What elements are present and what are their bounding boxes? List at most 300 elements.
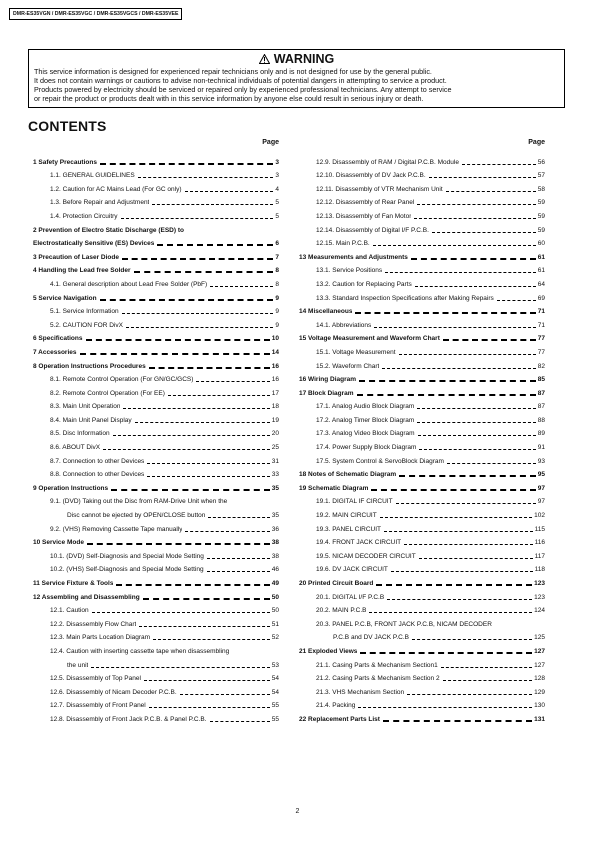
toc-entry-page: 61 — [537, 267, 545, 275]
toc-entry[interactable] — [33, 357, 279, 371]
dot-leader — [122, 313, 274, 314]
toc-entry-page: 38 — [271, 552, 279, 560]
toc-entry-title: 1.4. Protection Circuitry — [50, 212, 118, 220]
toc-entry-page: 4 — [275, 185, 279, 193]
dot-leader — [147, 476, 269, 477]
model-header: DMR-ES35VGN / DMR-ES35VGC / DMR-ES35VGCS / DMR-ES35VEE — [9, 8, 182, 20]
toc-entry-page: 3 — [275, 158, 279, 166]
toc-entry-title: 1 Safety Precautions — [33, 158, 97, 166]
toc-entry-title: 21.4. Packing — [316, 702, 356, 710]
toc-entry-page: 52 — [271, 634, 279, 642]
toc-entry-title: 22 Replacement Parts List — [299, 715, 380, 723]
toc-entry-page: 9 — [275, 308, 279, 316]
toc-entry[interactable] — [33, 316, 279, 330]
toc-entry[interactable] — [299, 371, 545, 385]
toc-entry-page: 59 — [537, 199, 545, 207]
toc-entry-title: 8.8. Connection to other Devices — [50, 471, 145, 479]
toc-entry-title: 4.1. General description about Lead Free Solder (PbF) — [50, 280, 208, 288]
dot-leader — [149, 707, 270, 708]
dot-leader — [116, 584, 269, 586]
toc-entry[interactable] — [33, 303, 279, 317]
toc-entry-page: 10 — [271, 335, 279, 343]
toc-entry[interactable] — [299, 670, 545, 684]
toc-entry-page: 118 — [534, 566, 545, 574]
dot-leader — [103, 449, 270, 450]
dot-leader — [373, 245, 536, 246]
toc-entry-page: 9 — [275, 321, 279, 329]
dot-leader — [358, 707, 532, 708]
toc-entry-page: 115 — [534, 525, 545, 533]
toc-entry[interactable] — [33, 411, 279, 425]
dot-leader — [369, 612, 532, 613]
toc-entry[interactable] — [299, 506, 545, 520]
toc-entry[interactable] — [299, 493, 545, 507]
warning-heading — [34, 52, 559, 66]
warning-text — [34, 67, 559, 103]
toc-entry[interactable] — [299, 710, 545, 724]
toc-entry-title: 8.3. Main Unit Operation — [50, 403, 121, 411]
toc-entry[interactable] — [33, 670, 279, 684]
dot-leader — [360, 652, 532, 654]
dot-leader — [419, 449, 535, 450]
toc-entry-title: 19.5. NICAM DECODER CIRCUIT — [316, 552, 416, 560]
toc-entry-page: 14 — [271, 348, 279, 356]
dot-leader — [441, 667, 532, 668]
dot-leader — [443, 339, 536, 341]
toc-entry-title: 19.6. DV JACK CIRCUIT — [316, 566, 388, 574]
toc-entry[interactable] — [299, 534, 545, 548]
toc-entry[interactable] — [33, 330, 279, 344]
toc-entry-page: 55 — [271, 715, 279, 723]
toc-entry-page: 124 — [534, 607, 545, 615]
toc-entry[interactable] — [33, 561, 279, 575]
toc-entry-page: 19 — [271, 416, 279, 424]
toc-entry[interactable] — [299, 289, 545, 303]
toc-entry-page: 16 — [271, 376, 279, 384]
dot-leader — [208, 517, 269, 518]
dot-leader — [385, 272, 536, 273]
toc-entry-title: 14 Miscellaneous — [299, 308, 353, 316]
toc-entry-page: 61 — [537, 253, 545, 261]
dot-leader — [355, 312, 535, 314]
toc-entry[interactable] — [299, 547, 545, 561]
toc-entry[interactable] — [299, 357, 545, 371]
toc-entry[interactable] — [299, 262, 545, 276]
toc-entry[interactable] — [33, 384, 279, 398]
toc-entry[interactable] — [299, 479, 545, 493]
toc-entry-page: 125 — [534, 634, 545, 642]
dot-leader — [418, 435, 536, 436]
toc-entry-page: 88 — [537, 416, 545, 424]
toc-entry-title: 10.2. (VHS) Self-Diagnosis and Special Mode Setting — [50, 566, 204, 574]
dot-leader — [447, 463, 536, 464]
toc-entry[interactable] — [299, 520, 545, 534]
toc-entry-page: 3 — [275, 172, 279, 180]
contents-title: CONTENTS — [28, 118, 107, 134]
dot-leader — [417, 408, 535, 409]
toc-entry-page: 60 — [537, 240, 545, 248]
toc-entry-title: 12 Assembling and Disassembling — [33, 593, 140, 601]
toc-entry[interactable] — [33, 534, 279, 548]
toc-entry[interactable] — [33, 629, 279, 643]
dot-leader — [417, 422, 535, 423]
toc-entry-title: 5.1. Service Information — [50, 308, 119, 316]
toc-entry-page: 49 — [271, 580, 279, 587]
page-column-label: Page — [528, 139, 545, 146]
dot-leader — [411, 258, 536, 260]
toc-entry-title: 21 Exploded Views — [299, 647, 358, 655]
toc-entry[interactable] — [33, 506, 279, 520]
toc-entry-page: 130 — [534, 702, 545, 710]
toc-entry-page: 131 — [534, 715, 545, 723]
toc-entry[interactable] — [33, 235, 279, 249]
toc-entry-page: 71 — [537, 308, 545, 316]
toc-entry-title: Electrostatically Sensitive (ES) Devices — [33, 240, 155, 248]
toc-entry-title: 17.4. Power Supply Block Diagram — [316, 444, 417, 452]
warning-line: or repair the product or products dealt with in this service information by anyone else could result in serious injury or death. — [34, 94, 424, 103]
toc-entry[interactable] — [33, 574, 279, 588]
toc-entry-title: Disc cannot be ejected by OPEN/CLOSE button — [67, 512, 206, 520]
toc-entry[interactable] — [299, 452, 545, 466]
dot-leader — [134, 271, 274, 273]
dot-leader — [376, 584, 532, 586]
toc-entry-title: 13.2. Caution for Replacing Parts — [316, 280, 412, 288]
warning-box — [28, 49, 565, 108]
toc-entry-page: 89 — [537, 430, 545, 438]
toc-entry-title: 12.12. Disassembly of Rear Panel — [316, 199, 415, 207]
dot-leader — [157, 244, 273, 246]
contents-column-right — [299, 137, 545, 724]
toc-entry-title: 3 Precaution of Laser Diode — [33, 253, 119, 261]
toc-entry-page: 64 — [537, 280, 545, 288]
toc-entry[interactable] — [299, 153, 545, 167]
toc-entry[interactable] — [299, 466, 545, 480]
dot-leader — [196, 381, 269, 382]
toc-entry[interactable] — [299, 697, 545, 711]
dot-leader — [147, 463, 269, 464]
toc-entry-page: 38 — [271, 539, 279, 547]
toc-entry[interactable] — [299, 316, 545, 330]
toc-entry-title: 12.14. Disassembly of Digital I/F P.C.B. — [316, 226, 429, 234]
toc-entry[interactable] — [33, 398, 279, 412]
toc-entry-title: 8.7. Connection to other Devices — [50, 457, 145, 465]
dot-leader — [185, 191, 274, 192]
dot-leader — [382, 368, 535, 369]
toc-entry[interactable] — [299, 343, 545, 357]
toc-entry[interactable] — [299, 561, 545, 575]
dot-leader — [380, 517, 532, 518]
toc-entry[interactable] — [299, 330, 545, 344]
toc-entry-page: 69 — [537, 294, 545, 302]
toc-entry-title: 8.2. Remote Control Operation (For EE) — [50, 389, 165, 397]
toc-entry-page: 7 — [275, 253, 279, 261]
dot-leader — [462, 164, 536, 165]
dot-leader — [391, 571, 533, 572]
toc-entry-title: 17.2. Analog Timer Block Diagram — [316, 416, 415, 424]
toc-entry-title: 17.3. Analog Video Block Diagram — [316, 430, 415, 438]
toc-entry[interactable] — [299, 221, 545, 235]
dot-leader — [384, 531, 533, 532]
toc-entry-title: 4 Handling the Lead free Solder — [33, 267, 131, 275]
toc-entry-page: 71 — [537, 321, 545, 329]
toc-entry-page: 123 — [534, 593, 545, 601]
toc-entry-title: 12.3. Main Parts Location Diagram — [50, 634, 151, 642]
toc-entry-page: 77 — [537, 348, 545, 356]
contents-column-left — [33, 137, 279, 724]
toc-entry-title: 13.3. Standard Inspection Specifications after Making Repairs — [316, 294, 494, 302]
toc-entry[interactable] — [33, 275, 279, 289]
toc-entry-title: 12.2. Disassembly Flow Chart — [50, 620, 137, 628]
page-column-label: Page — [262, 139, 279, 146]
toc-entry-page: 127 — [534, 661, 545, 669]
dot-leader — [135, 422, 270, 423]
toc-entry[interactable] — [299, 167, 545, 181]
toc-entry-page: 9 — [275, 294, 279, 302]
dot-leader — [80, 353, 270, 355]
toc-entry-page: 85 — [537, 376, 545, 384]
toc-entry[interactable] — [299, 642, 545, 656]
toc-entry[interactable] — [299, 303, 545, 317]
toc-entry-title: 12.7. Disassembly of Front Panel — [50, 702, 146, 710]
toc-entry[interactable] — [33, 438, 279, 452]
toc-entry[interactable] — [33, 153, 279, 167]
toc-entry-title: 15.1. Voltage Measurement — [316, 348, 396, 356]
toc-entry[interactable] — [299, 180, 545, 194]
toc-entry[interactable] — [33, 221, 279, 235]
toc-entry[interactable] — [33, 656, 279, 670]
toc-entry[interactable] — [299, 629, 545, 643]
toc-entry-title: 20.3. PANEL P.C.B, FRONT JACK P.C.B, NICAM DECODER — [316, 620, 492, 628]
toc-entry[interactable] — [299, 574, 545, 588]
toc-entry-page: 50 — [271, 607, 279, 615]
dot-leader — [149, 367, 270, 369]
dot-leader — [180, 694, 270, 695]
toc-entry-page: 129 — [534, 688, 545, 696]
toc-entry[interactable] — [299, 398, 545, 412]
toc-entry-title: 1.2. Caution for AC Mains Lead (For GC only) — [50, 185, 182, 193]
toc-entry[interactable] — [33, 425, 279, 439]
toc-entry-title: 7 Accessories — [33, 348, 77, 356]
toc-entry-page: 102 — [534, 512, 545, 520]
toc-entry-title: 1.1. GENERAL GUIDELINES — [50, 172, 135, 180]
warning-line: It does not contain warnings or cautions to advise non-technical individuals of potential dangers in attempting to service a product. — [34, 76, 447, 85]
toc-entry-title: 13 Measurements and Adjustments — [299, 253, 408, 261]
toc-entry[interactable] — [299, 207, 545, 221]
toc-entry[interactable] — [33, 602, 279, 616]
toc-entry[interactable] — [299, 411, 545, 425]
dot-leader — [417, 204, 535, 205]
dot-leader — [399, 475, 536, 477]
toc-entry[interactable] — [299, 656, 545, 670]
dot-leader — [404, 544, 533, 545]
toc-entry-page: 97 — [537, 484, 545, 492]
toc-entry-title: 16 Wiring Diagram — [299, 376, 357, 384]
warning-title: WARNING — [273, 52, 335, 66]
toc-entry-page: 20 — [271, 430, 279, 438]
dot-leader — [113, 435, 270, 436]
toc-entry-title: 12.13. Disassembly of Fan Motor — [316, 212, 412, 220]
dot-leader — [374, 327, 535, 328]
dot-leader — [407, 694, 532, 695]
toc-entry-page: 117 — [534, 552, 545, 560]
toc-entry-page: 46 — [271, 566, 279, 574]
toc-entry[interactable] — [33, 207, 279, 221]
toc-entry-title: 9.2. (VHS) Removing Cassette Tape manually — [50, 525, 183, 533]
toc-entry-title: the unit — [67, 661, 89, 669]
toc-entry[interactable] — [33, 615, 279, 629]
toc-entry-page: 35 — [271, 484, 279, 492]
toc-entry-page: 95 — [537, 471, 545, 479]
toc-entry-title: 21.2. Casing Parts & Mechanism Section 2 — [316, 675, 440, 683]
toc-entry-page: 97 — [537, 498, 545, 506]
dot-leader — [419, 558, 533, 559]
toc-entry-title: 8.4. Main Unit Panel Display — [50, 416, 132, 424]
toc-entry-title: 19 Schematic Diagram — [299, 484, 369, 492]
dot-leader — [126, 327, 273, 328]
dot-leader — [100, 299, 274, 301]
toc-entry[interactable] — [299, 683, 545, 697]
toc-entry-title: 20 Printed Circuit Board — [299, 580, 374, 587]
toc-entry-page: 128 — [534, 675, 545, 683]
toc-entry[interactable] — [299, 275, 545, 289]
toc-entry-page: 54 — [271, 688, 279, 696]
toc-entry-title: 9 Operation Instructions — [33, 484, 109, 492]
dot-leader — [497, 300, 536, 301]
toc-entry-title: 2 Prevention of Electro Static Discharge (ESD) to — [33, 226, 184, 234]
toc-entry-page: 82 — [537, 362, 545, 370]
dot-leader — [92, 612, 270, 613]
toc-entry-page: 123 — [534, 580, 545, 587]
dot-leader — [91, 667, 269, 668]
dot-leader — [414, 218, 535, 219]
toc-entry[interactable] — [33, 262, 279, 276]
toc-entry[interactable] — [33, 167, 279, 181]
toc-entry-title: 12.4. Caution with inserting cassette tape when disassembling — [50, 647, 230, 655]
dot-leader — [123, 408, 269, 409]
toc-entry-page: 25 — [271, 444, 279, 452]
toc-entry[interactable] — [299, 588, 545, 602]
dot-leader — [399, 354, 536, 355]
toc-entry-title: 8.1. Remote Control Operation (For GN/GC/GCS) — [50, 376, 194, 384]
toc-entry[interactable] — [299, 194, 545, 208]
dot-leader — [144, 680, 270, 681]
toc-entry-page: 17 — [271, 389, 279, 397]
toc-entry[interactable] — [299, 384, 545, 398]
dot-leader — [138, 177, 274, 178]
dot-leader — [210, 721, 270, 722]
dot-leader — [207, 558, 270, 559]
warning-line: Products powered by electricity should be serviced or repaired only by experienced professional technicians. Any attempt to service — [34, 85, 452, 94]
dot-leader — [412, 639, 532, 640]
toc-entry-title: 5.2. CAUTION FOR DivX — [50, 321, 123, 329]
toc-entry[interactable] — [33, 194, 279, 208]
toc-entry[interactable] — [299, 438, 545, 452]
toc-entry-title: 12.1. Caution — [50, 607, 89, 615]
warning-line: This service information is designed for experienced repair technicians only and is not designed for use by the general public. — [34, 67, 432, 76]
dot-leader — [121, 218, 274, 219]
toc-entry[interactable] — [33, 466, 279, 480]
toc-entry[interactable] — [33, 343, 279, 357]
dot-leader — [185, 531, 269, 532]
toc-entry[interactable] — [33, 289, 279, 303]
toc-entry[interactable] — [33, 547, 279, 561]
warning-triangle-icon — [259, 54, 270, 64]
toc-entry-page: 53 — [271, 661, 279, 669]
toc-entry-page: 5 — [275, 212, 279, 220]
toc-entry-page: 50 — [271, 593, 279, 601]
toc-entry-title: 19.2. MAIN CIRCUIT — [316, 512, 377, 520]
dot-leader — [153, 639, 270, 640]
toc-entry-title: 13.1. Service Positions — [316, 267, 383, 275]
toc-entry[interactable] — [33, 248, 279, 262]
dot-leader — [371, 489, 535, 491]
toc-entry[interactable] — [33, 520, 279, 534]
toc-entry[interactable] — [33, 180, 279, 194]
dot-leader — [387, 599, 532, 600]
toc-entry[interactable] — [299, 248, 545, 262]
toc-entry-page: 77 — [537, 335, 545, 343]
toc-entry[interactable] — [33, 452, 279, 466]
dot-leader — [86, 339, 270, 341]
toc-entry-title: 21.1. Casing Parts & Mechanism Section1 — [316, 661, 438, 669]
toc-entry-title: 10 Service Mode — [33, 539, 84, 547]
toc-entry[interactable] — [299, 602, 545, 616]
toc-entry[interactable] — [33, 697, 279, 711]
dot-leader — [383, 720, 532, 722]
toc-entry-title: 6 Specifications — [33, 335, 83, 343]
toc-entry-page: 54 — [271, 675, 279, 683]
toc-entry-page: 6 — [275, 240, 279, 248]
dot-leader — [429, 177, 536, 178]
dot-leader — [432, 232, 536, 233]
toc-entry-page: 8 — [275, 280, 279, 288]
toc-entry[interactable] — [33, 588, 279, 602]
toc-entry-title: 12.6. Disassembly of Nicam Decoder P.C.B. — [50, 688, 177, 696]
toc-entry-title: 21.3. VHS Mechanism Section — [316, 688, 405, 696]
toc-entry-title: 20.2. MAIN P.C.B — [316, 607, 367, 615]
toc-entry[interactable] — [299, 615, 545, 629]
toc-entry-title: 17 Block Diagram — [299, 389, 354, 397]
dot-leader — [207, 571, 270, 572]
toc-entry-page: 59 — [537, 226, 545, 234]
toc-entry[interactable] — [33, 642, 279, 656]
dot-leader — [122, 258, 273, 260]
toc-entry[interactable] — [299, 235, 545, 249]
toc-entry-title: 19.1. DIGITAL IF CIRCUIT — [316, 498, 393, 506]
toc-entry-title: 10.1. (DVD) Self-Diagnosis and Special Mode Setting — [50, 552, 204, 560]
toc-entry-page: 91 — [537, 444, 545, 452]
dot-leader — [143, 598, 270, 600]
toc-entry[interactable] — [33, 710, 279, 724]
dot-leader — [111, 489, 270, 491]
toc-entry-title: 8 Operation Instructions Procedures — [33, 362, 146, 370]
toc-entry-page: 59 — [537, 212, 545, 220]
toc-entry[interactable] — [299, 425, 545, 439]
toc-entry-page: 116 — [534, 539, 545, 547]
toc-entry-page: 36 — [271, 525, 279, 533]
toc-entry[interactable] — [33, 493, 279, 507]
toc-entry-title: 12.5. Disassembly of Top Panel — [50, 675, 141, 683]
toc-entry[interactable] — [33, 371, 279, 385]
dot-leader — [100, 163, 273, 165]
toc-entry-title: 14.1. Abbreviations — [316, 321, 372, 329]
toc-entry[interactable] — [33, 479, 279, 493]
toc-entry-page: 5 — [275, 199, 279, 207]
toc-entry-page: 16 — [271, 362, 279, 370]
toc-entry-title: 18 Notes of Schematic Diagram — [299, 471, 397, 479]
toc-entry-page: 18 — [271, 403, 279, 411]
toc-entry[interactable] — [33, 683, 279, 697]
